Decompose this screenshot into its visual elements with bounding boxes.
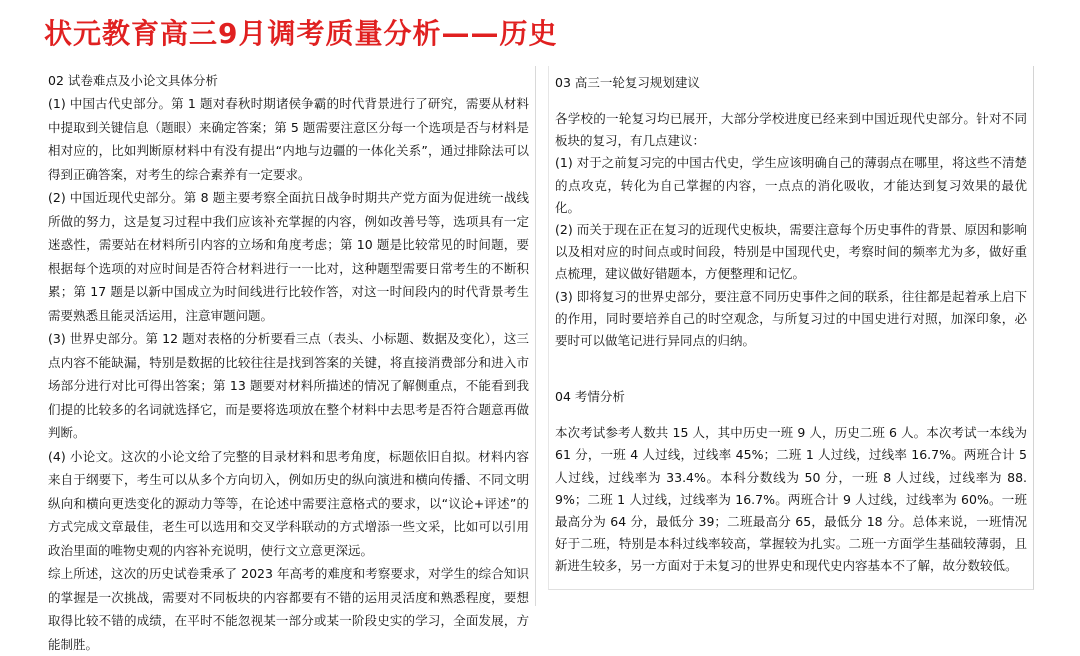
- difficulty-analysis-panel: [44, 66, 536, 652]
- page-title: 状元教育高三9月调考质量分析——历史: [44, 17, 558, 50]
- paragraph-ancient-china: (1) 中国古代史部分。第 1 题对春秋时期诸侯争霸的时代背景进行了研究，需要从材料中提取到关键信息（题眼）来确定答案；第 5 题需要注意区分每一个选项是否与材料是相对应的，比如判断原材料中有没有提出“内地与边疆的一体化关系”，通过排除法可以得到正确答案，对考生的综合素养有一定要求。: [48, 96, 529, 182]
- paragraph-modern-china: (2) 中国近现代史部分。第 8 题主要考察全面抗日战争时期共产党方面为促进统一战线所做的努力，这是复习过程中我们应该补充掌握的内容，例如改善号等，选项具有一定迷惑性，需要站在材料所引内容的立场和角度考虑；第 10 题是比较常见的时间题，要根据每个选项的对应时间是否符合材料进行一一比对，这种题型需要日常考生的不断积累；第 17 题是以新中国成立为时间线进行比较作答，对这一时间段内的时代背景考生需要熟悉且能灵活运用，注意审题问题。: [48, 190, 529, 323]
- section-heading-03: 03 高三一轮复习规划建议: [555, 75, 700, 90]
- paragraph-summary: 综上所述，这次的历史试卷秉承了 2023 年高考的难度和考察要求，对学生的综合知识的掌握是一次挑战，需要对不同板块的内容都要有不错的运用灵活度和熟悉程度，要想取得比较不错的成绩，在平时不能忽视某一部分或某一阶段史实的学习，全面发展，方能制胜。: [48, 566, 529, 652]
- review-item-ancient: (1) 对于之前复习完的中国古代史，学生应该明确自己的薄弱点在哪里，将这些不清楚的点攻克，转化为自己掌握的内容，一点点的消化吸收，才能达到复习效果的最优化。: [555, 155, 1027, 215]
- spacer: [555, 352, 1027, 386]
- section-heading-04: 04 考情分析: [555, 389, 625, 405]
- exam-analysis-body: 本次考试参考人数共 15 人，其中历史一班 9 人，历史二班 6 人。本次考试一本线为 61 分，一班 4 人过线，过线率 45%；二班 1 人过线，过线率 16.7%。两班合计 5 人过线，过线率为 33.4%。本科分数线为 50 分，一班 8 人过线，过线率为 88.9%；二班 1 人过线，过线率为 16.7%。两班合计 9 人过线，过线率为 60%。一班最高分为 64 分，最低分 39；二班最高分 65，最低分 18 分。总体来说，一班情况好于二班，特别是本科过线率较高，掌握较为扎实。二班一方面学生基础较薄弱，且新进生较多，另一方面对于未复习的世界史和现代史内容基本不了解，故分数较低。: [555, 425, 1027, 574]
- review-item-modern: (2) 而关于现在正在复习的近现代史板块，需要注意每个历史事件的背景、原因和影响以及相对应的时间点或时间段，特别是中国现代史，考察时间的频率尤为多，做好重点梳理，建议做好错题本，方便整理和记忆。: [555, 222, 1027, 282]
- review-intro: 各学校的一轮复习均已展开，大部分学校进度已经来到中国近现代史部分。针对不同板块的复习，有几点建议：: [555, 111, 1027, 149]
- spacer: [555, 94, 1027, 108]
- review-item-world: (3) 即将复习的世界史部分，要注意不同历史事件之间的联系，往往都是起着承上启下的作用，同时要培养自己的时空观念，与所复习过的中国史进行对照，加深印象，必要时可以做笔记进行异同点的归纳。: [555, 288, 1027, 349]
- spacer: [555, 408, 1027, 422]
- paragraph-essay: (4) 小论文。这次的小论文给了完整的目录材料和思考角度，标题依旧自拟。材料内容来自于纲要下，考生可以从多个方向切入，例如历史的纵向演进和横向传播、不同文明纵向和横向更迭变化的源动力等等，在论述中需要注意格式的要求，以“议论+评述”的方式完成文章最佳，老生可以选用和交叉学科联动的方式增添一些文采，比如可以引用政治里面的唯物史观的内容补充说明，使行文立意更深远。: [48, 448, 529, 558]
- review-and-exam-panel: [548, 66, 1034, 590]
- section-heading-02: 02 试卷难点及小论文具体分析: [48, 73, 218, 88]
- paragraph-world-history: (3) 世界史部分。第 12 题对表格的分析要看三点（表头、小标题、数据及变化），这三点内容不能缺漏，特别是数据的比较往往是找到答案的关键，将直接消费部分和进入市场部分进行对比可得出答案；第 13 题要对材料所描述的情况了解侧重点，不能看到我们提的比较多的名词就选择它，而是要将选项放在整个材料中去思考是否符合题意再做判断。: [48, 331, 529, 440]
